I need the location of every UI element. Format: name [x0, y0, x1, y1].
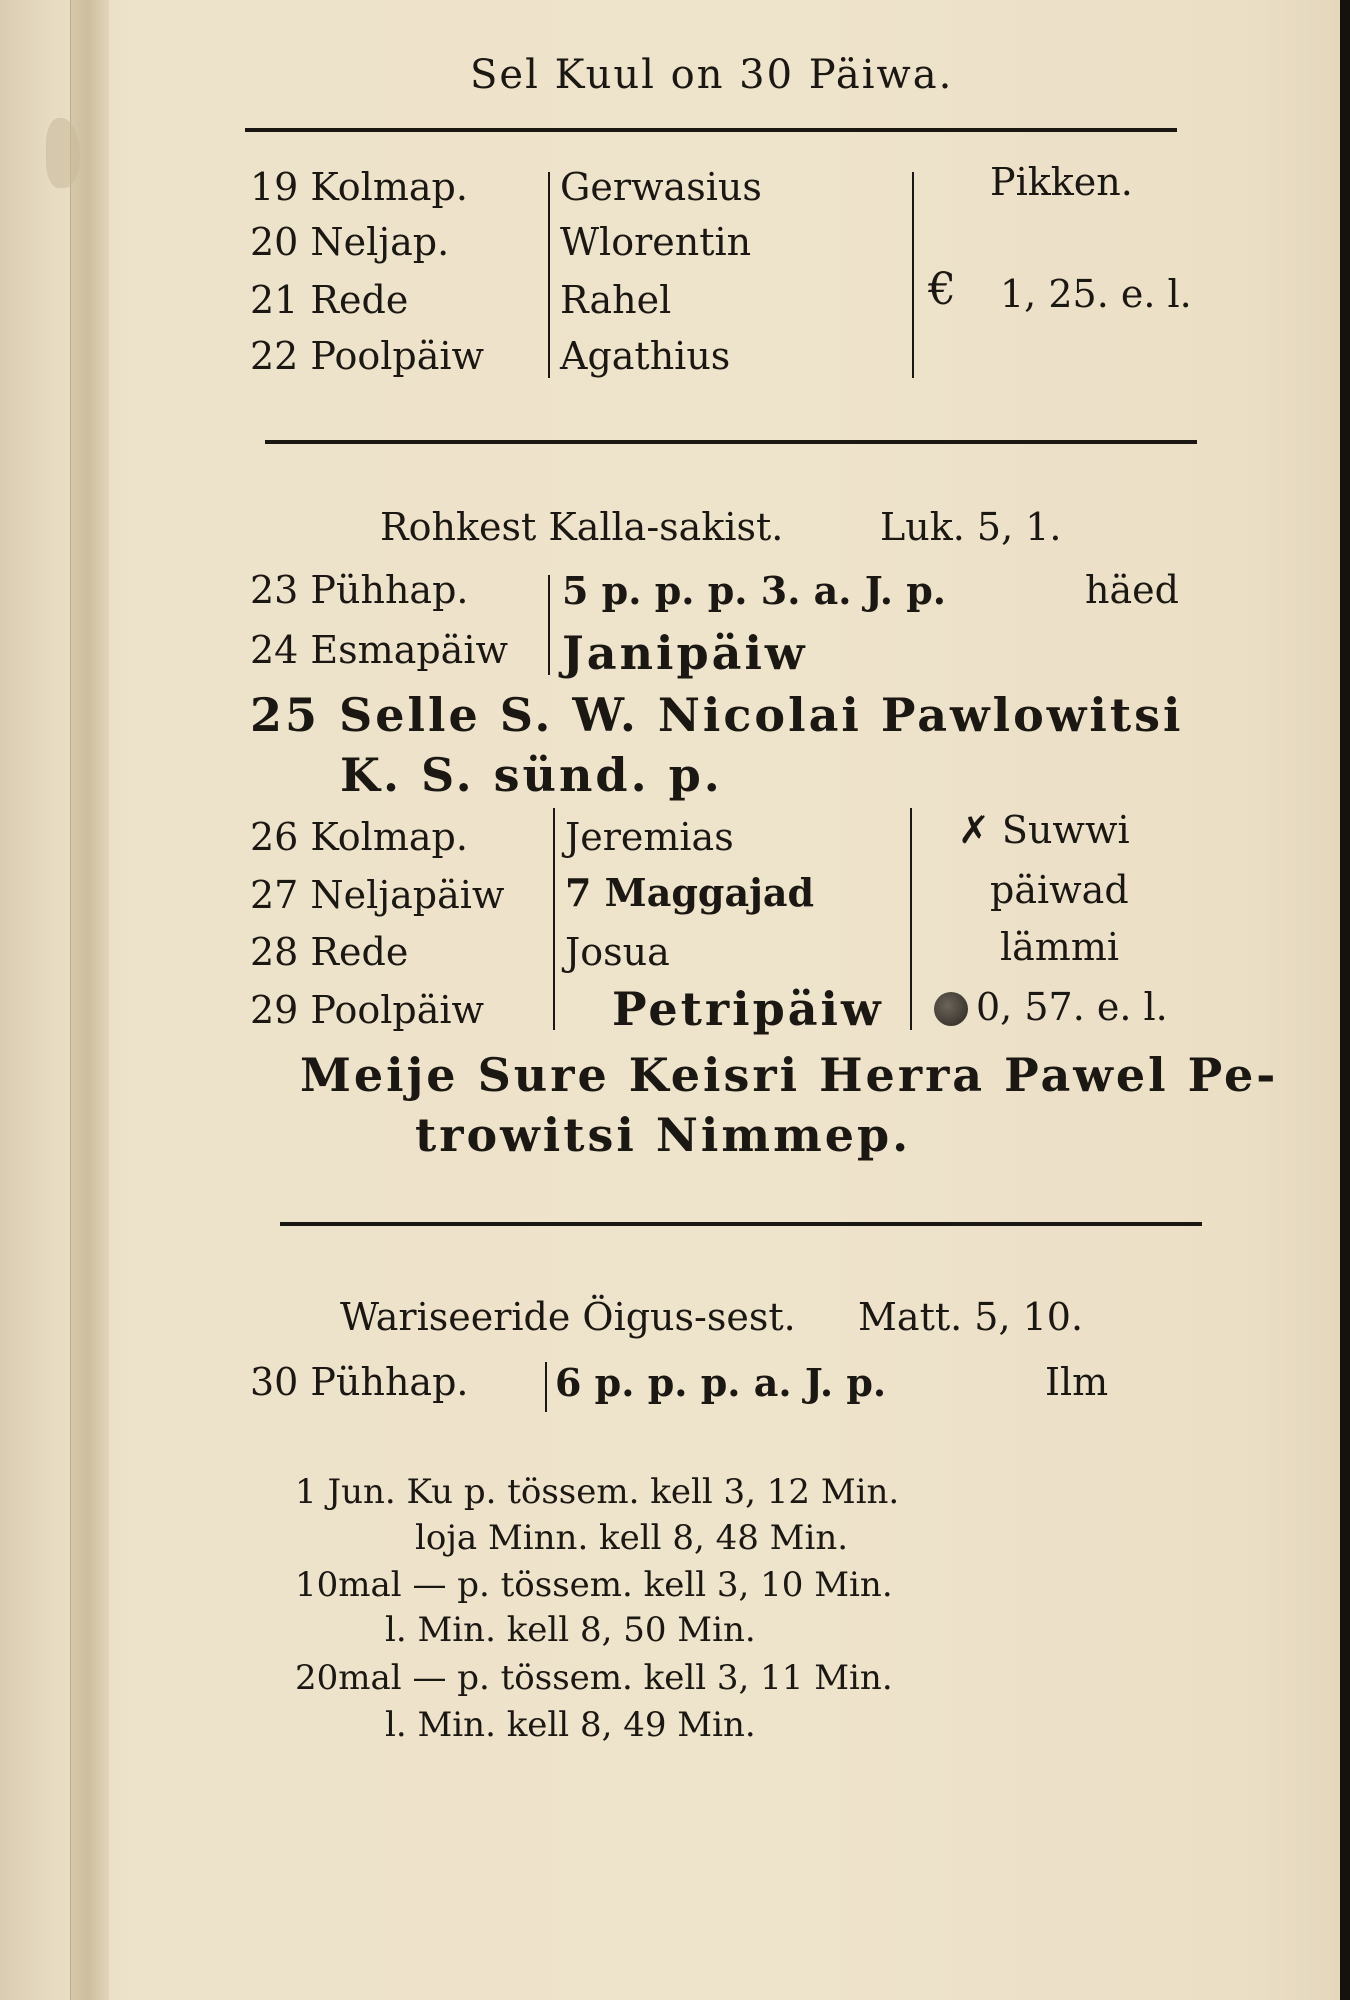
weather-note-1: ✗ Suwwi	[958, 808, 1130, 852]
nameday-line-2: trowitsi Nimmep.	[415, 1108, 912, 1162]
column-divider	[910, 808, 912, 1030]
saint-28: Josua	[565, 930, 670, 974]
day-23: 23 Pühhap.	[250, 568, 469, 612]
saint-19: Gerwasius	[560, 165, 762, 209]
new-moon-icon	[934, 992, 968, 1026]
saint-22: Agathius	[560, 334, 731, 378]
header-rule	[245, 128, 1177, 132]
saint-27: 7 Maggajad	[565, 870, 815, 915]
sunday-gospel: Rohkest Kalla-sakist.	[380, 505, 784, 549]
day-21: 21 Rede	[250, 278, 409, 322]
day-28: 28 Rede	[250, 930, 409, 974]
moon-time: 1, 25. e. l.	[1000, 272, 1192, 316]
note-line-5: 20mal — p. tössem. kell 3, 11 Min.	[295, 1658, 893, 1698]
saint-20: Wlorentin	[560, 220, 752, 264]
note-line-2: loja Minn. kell 8, 48 Min.	[415, 1518, 849, 1558]
weather-word: häed	[1085, 568, 1179, 612]
feast-petripaiw: Petripäiw	[612, 982, 884, 1036]
sunday-count-2: 6 p. p. p. a. J. p.	[555, 1360, 887, 1405]
note-line-6: l. Min. kell 8, 49 Min.	[385, 1705, 756, 1745]
column-divider	[553, 808, 555, 1030]
nameday-line-1: Meije Sure Keisri Herra Pawel Pe-	[300, 1048, 1279, 1102]
feast-day-25-cont: K. S. sünd. p.	[340, 748, 723, 802]
note-line-1: 1 Jun. Ku p. tössem. kell 3, 12 Min.	[295, 1472, 900, 1512]
gospel-reference: Luk. 5, 1.	[880, 505, 1062, 549]
page-title: Sel Kuul on 30 Päiwa.	[470, 52, 954, 98]
saint-26: Jeremias	[565, 815, 734, 859]
day-20: 20 Neljap.	[250, 220, 450, 264]
feast-janipaiw: Janipäiw	[562, 626, 808, 680]
day-30: 30 Pühhap.	[250, 1360, 469, 1404]
note-line-4: l. Min. kell 8, 50 Min.	[385, 1610, 756, 1650]
page-gutter	[70, 0, 109, 2000]
day-29: 29 Poolpäiw	[250, 988, 485, 1032]
saint-21: Rahel	[560, 278, 672, 322]
page-edge-shadow	[1340, 0, 1350, 2000]
day-19: 19 Kolmap.	[250, 165, 468, 209]
day-26: 26 Kolmap.	[250, 815, 468, 859]
feast-day-25: 25 Selle S. W. Nicolai Pawlowitsi	[250, 688, 1184, 742]
day-22: 22 Poolpäiw	[250, 334, 485, 378]
moon2-time: 0, 57. e. l.	[976, 985, 1168, 1029]
section-rule	[280, 1222, 1202, 1226]
weather-word-2: Ilm	[1045, 1360, 1109, 1404]
moon-phase-icon: €	[928, 264, 956, 315]
column-divider	[545, 1362, 547, 1412]
gospel-reference-2: Matt. 5, 10.	[858, 1295, 1084, 1339]
weather-title: Pikken.	[990, 160, 1133, 204]
section-rule	[265, 440, 1197, 444]
sunday-count: 5 p. p. p. 3. a. J. p.	[562, 568, 947, 613]
column-divider	[548, 172, 550, 378]
column-divider	[912, 172, 914, 378]
column-divider	[548, 575, 550, 675]
note-line-3: 10mal — p. tössem. kell 3, 10 Min.	[295, 1565, 893, 1605]
sunday-gospel-2: Wariseeride Öigus-sest.	[340, 1295, 796, 1339]
weather-note-3: lämmi	[1000, 925, 1120, 969]
day-24: 24 Esmapäiw	[250, 628, 509, 672]
weather-note-2: päiwad	[990, 868, 1129, 912]
day-27: 27 Neljapäiw	[250, 873, 505, 917]
